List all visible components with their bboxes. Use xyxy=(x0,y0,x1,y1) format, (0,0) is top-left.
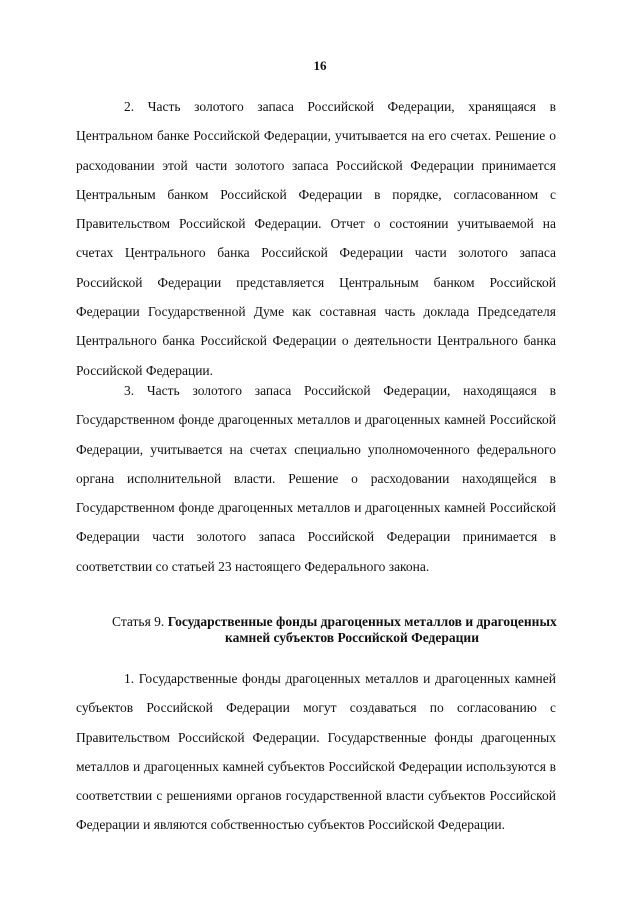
article-9-paragraph-1 xyxy=(76,664,556,840)
paragraph-3-text: 3. Часть золотого запаса Российской Федерации, находящаяся в Государственном фонде драгоценных металлов и драгоценных камней Российской Федерации, учитывается на счетах специально уполномоченного федерального органа исполнительной власти. Решение о расходовании находящейся в Государственном фонде драгоценных металлов и драгоценных камней Российской Федерации части золотого запаса Российской Федерации принимается в соответствии со статьей 23 настоящего Федерального закона. xyxy=(76,383,556,574)
paragraph-2 xyxy=(76,92,556,385)
article-9-title-line1: Государственные фонды драгоценных металлов и драгоценных xyxy=(167,614,557,629)
paragraph-3 xyxy=(76,376,556,581)
article-9-heading xyxy=(112,614,562,646)
article-9-label: Статья 9. xyxy=(112,614,165,629)
article-9-title-line2: камней субъектов Российской Федерации xyxy=(225,630,479,645)
article-9-paragraph-1-text: 1. Государственные фонды драгоценных металлов и драгоценных камней субъектов Российской Федерации могут создаваться по согласованию с Правительством Российской Федерации. Государственные фонды драгоценных металлов и драгоценных камней субъектов Российской Федерации используются в соответствии с решениями органов государственной власти субъектов Российской Федерации и являются собственностью субъектов Российской Федерации. xyxy=(76,671,556,833)
paragraph-2-text: 2. Часть золотого запаса Российской Федерации, хранящаяся в Центральном банке Российской Федерации, учитывается на его счетах. Решение о расходовании этой части золотого запаса Российской Федерации принимается Центральным банком Российской Федерации в порядке, согласованном с Правительством Российской Федерации. Отчет о состоянии учитываемой на счетах Центрального банка Российской Федерации части золотого запаса Российской Федерации представляется Центральным банком Российской Федерации Государственной Думе как составная часть доклада Председателя Центрального банка Российской Федерации о деятельности Центрального банка Российской Федерации. xyxy=(76,99,556,378)
page-number: 16 xyxy=(313,58,327,73)
